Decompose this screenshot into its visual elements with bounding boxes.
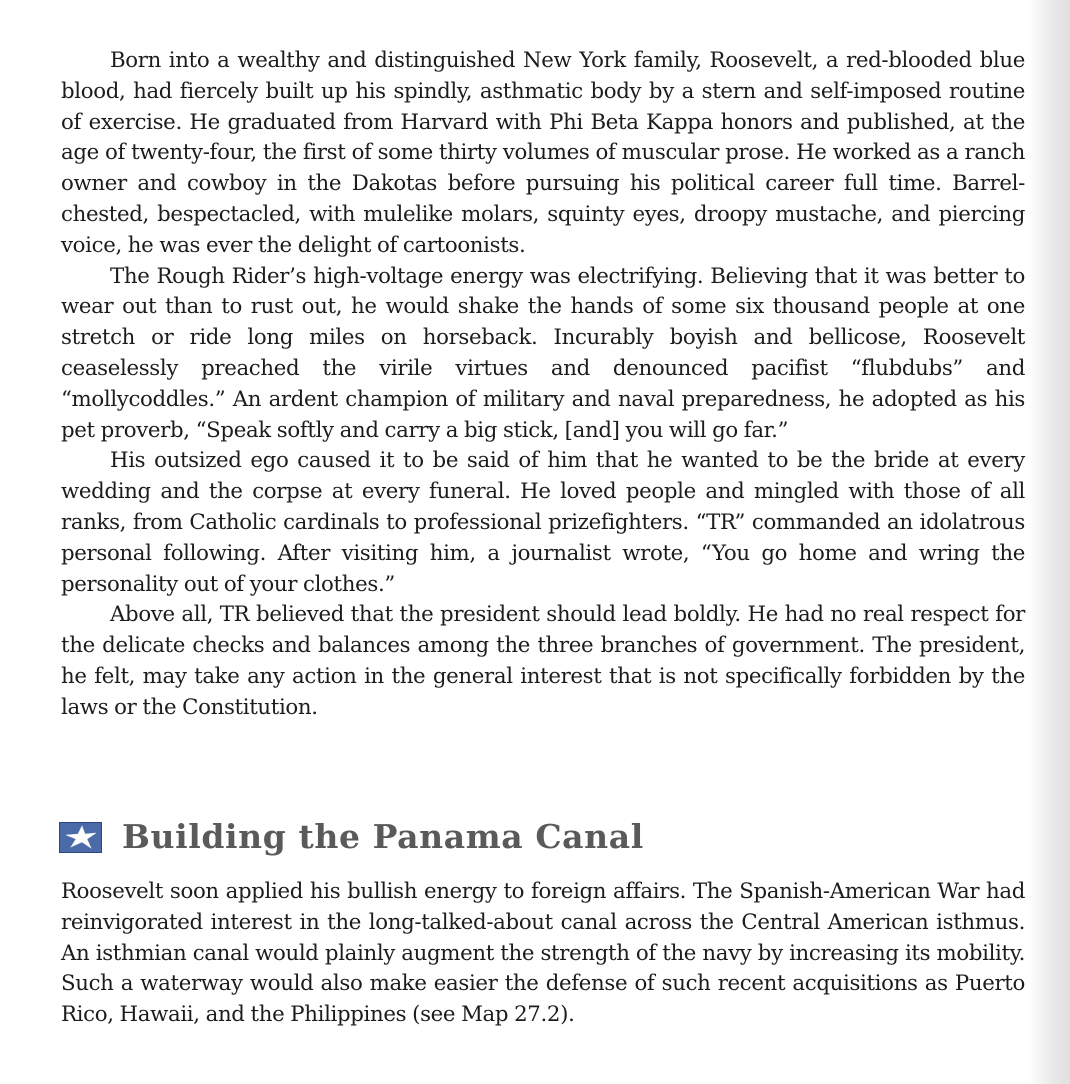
star-icon — [59, 822, 102, 853]
section-body — [61, 877, 1025, 1031]
paragraph-roosevelt-background: Born into a wealthy and distinguished New York family, Roosevelt, a red-blooded blue blood, had fiercely built up his spindly, asthmatic body by a stern and self-imposed routine of exercise. He graduated from Harvard with Phi Beta Kappa honors and published, at the age of twenty-four, the first of some thirty volumes of muscular prose. He worked as a ranch owner and cowboy in the Dakotas before pursuing his political career full time. Barrel-chested, bespectacled, with mulelike molars, squinty eyes, droopy mustache, and piercing voice, he was ever the delight of cartoonists. — [61, 48, 1025, 258]
paragraph-panama-canal: Roosevelt soon applied his bullish energy to foreign affairs. The Spanish-American War had reinvigorated interest in the long-talked-about canal across the Central American isthmus. An isthmian canal would plainly augment the strength of the navy by increasing its mobility. Such a waterway would also make easier the defense of such recent acquisitions as Puerto Rico, Hawaii, and the Philippines (see Map 27.2). — [61, 879, 1025, 1028]
section-title: Building the Panama Canal — [122, 817, 644, 856]
body-text — [61, 46, 1025, 724]
section-heading — [59, 818, 644, 856]
paragraph-outsized-ego: His outsized ego caused it to be said of him that he wanted to be the bride at every wedding and the corpse at every funeral. He loved people and mingled with those of all ranks, from Catholic cardinals to professional prizefighters. “TR” commanded an idolatrous personal following. After visiting him, a journalist wrote, “You go home and wring the personality out of your clothes.” — [61, 448, 1025, 597]
paragraph-rough-rider-energy: The Rough Rider’s high-voltage energy was electrifying. Believing that it was better to wear out than to rust out, he would shake the hands of some six thousand people at one stretch or ride long miles on horseback. Incurably boyish and bellicose, Roosevelt ceaselessly preached the virile virtues and denounced pacifist “flubdubs” and “mollycoddles.” An ardent champion of military and naval preparedness, he adopted as his pet proverb, “Speak softly and carry a big stick, [and] you will go far.” — [61, 263, 1025, 443]
page-edge-shadow — [1028, 0, 1070, 1084]
paragraph-presidential-power: Above all, TR believed that the president should lead boldly. He had no real respect for the delicate checks and balances among the three branches of government. The president, he felt, may take any action in the general interest that is not specifically forbidden by the laws or the Constitution. — [61, 602, 1025, 720]
